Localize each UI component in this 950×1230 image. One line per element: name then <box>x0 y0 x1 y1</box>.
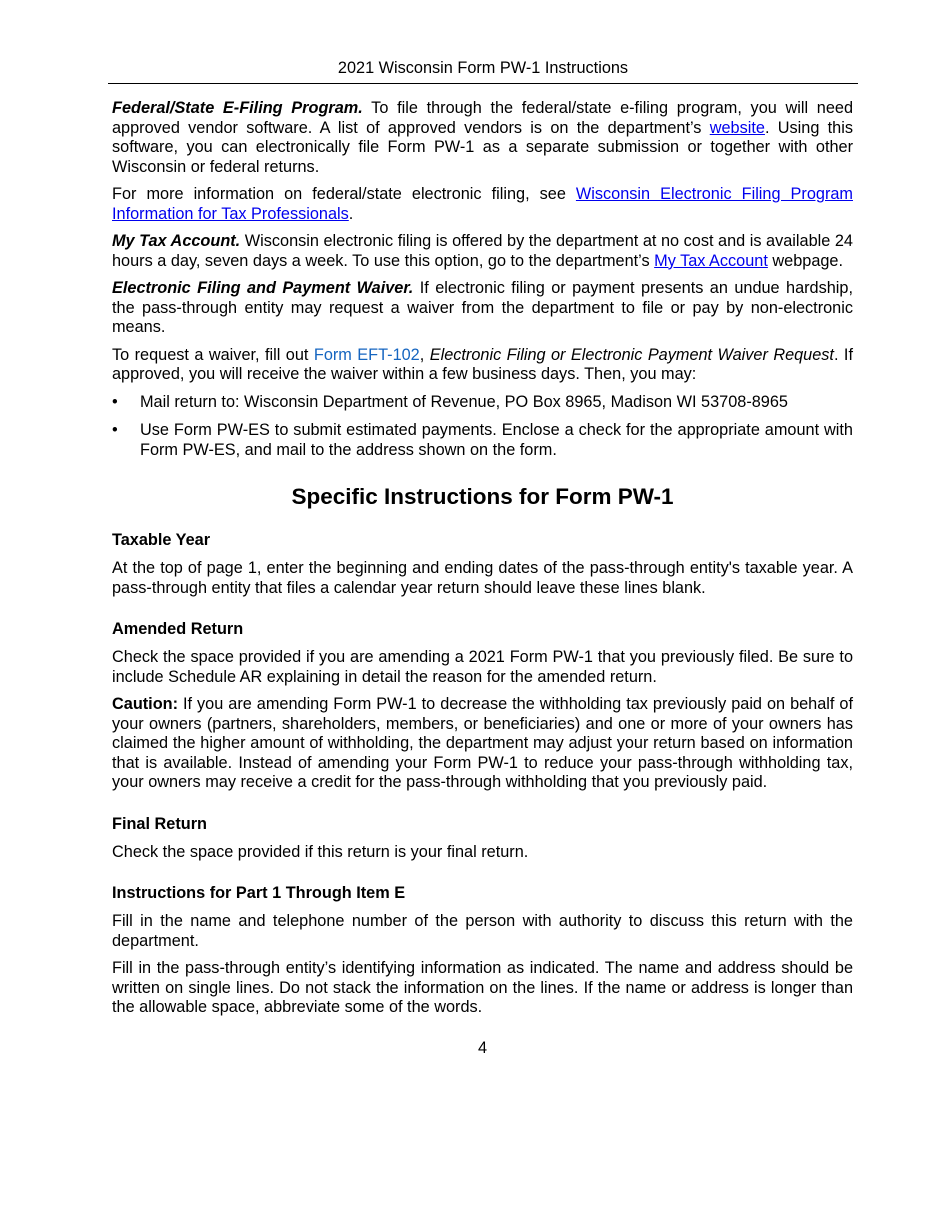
waiver-heading: Electronic Filing and Payment Waiver. <box>112 279 414 297</box>
efile-heading: Federal/State E-Filing Program. <box>112 99 363 117</box>
page-number: 4 <box>477 1038 488 1057</box>
taxable-year-heading: Taxable Year <box>112 531 211 549</box>
bullet-icon: • <box>112 421 118 439</box>
running-header: 2021 Wisconsin Form PW-1 Instructions <box>108 58 858 84</box>
my-tax-paragraph: My Tax Account. Wisconsin electronic filing is offered by the department at no cost and is available 24 hours a day, seven days a week. To use this option, go to the department’s My Tax Account webpage. <box>112 232 853 270</box>
amended-return-text: Check the space provided if you are amending a 2021 Form PW-1 that you previously filed. Be sure to include Schedule AR explaining in detail the reason for the amended return. <box>112 648 853 686</box>
part1-heading: Instructions for Part 1 Through Item E <box>112 884 406 902</box>
efile-paragraph: Federal/State E-Filing Program. To file through the federal/state e-filing program, you will need approved vendor software. A list of approved vendors is on the department’s website. Using this software, you can electronically file Form PW-1 as a separate submission or together with other Wisconsin or federal returns. <box>112 99 854 176</box>
my-tax-heading: My Tax Account. <box>112 232 241 250</box>
my-tax-account-link[interactable]: My Tax Account <box>654 251 768 270</box>
taxable-year-text: At the top of page 1, enter the beginning and ending dates of the pass-through entity's taxable year. A pass-through entity that files a calendar year return should leave these lines blank. <box>112 559 853 597</box>
final-return-section <box>112 814 853 863</box>
efiling-program-link[interactable]: Wisconsin Electronic Filing Program Information for Tax Professionals <box>112 185 853 223</box>
caution-label: Caution: <box>112 695 179 713</box>
list-item: • Mail return to: Wisconsin Department of Revenue, PO Box 8965, Madison WI 53708-8965 <box>112 392 788 411</box>
waiver-options-list <box>112 393 853 461</box>
final-return-text: Check the space provided if this return is your final return. <box>112 842 529 861</box>
website-link[interactable]: website <box>709 118 765 137</box>
amended-return-heading: Amended Return <box>112 620 244 638</box>
more-info-paragraph: For more information on federal/state electronic filing, see Wisconsin Electronic Filing Program Information for Tax Professionals. <box>112 185 853 223</box>
part1-text-2: Fill in the pass-through entity’s identifying information as indicated. The name and address should be written on single lines. Do not stack the information on the lines. If the name or address is longer than the allowable space, abbreviate some of the words. <box>112 959 853 1016</box>
document-page <box>112 58 853 1058</box>
bullet-icon: • <box>112 392 118 411</box>
caution-paragraph: Caution: If you are amending Form PW-1 to decrease the withholding tax previously paid on behalf of your owners (partners, shareholders, members, or beneficiaries) and one or more of your owners has claimed the higher amount of withholding, the department may adjust your return based on information that is available. Instead of amending your Form PW-1 to reduce your pass-through withholding tax, your owners may receive a credit for the pass-through withholding that you previously paid. <box>112 695 853 791</box>
list-item: • Use Form PW-ES to submit estimated payments. Enclose a check for the appropriate amount with Form PW-ES, and mail to the address shown on the form. <box>112 421 853 459</box>
amended-return-section <box>112 619 853 793</box>
final-return-heading: Final Return <box>112 814 207 833</box>
waiver-paragraph: Electronic Filing and Payment Waiver. If electronic filing or payment presents an undue hardship, the pass-through entity may request a waiver from the department to file or pay by non-electronic means. <box>112 279 853 336</box>
part1-text-1: Fill in the name and telephone number of the person with authority to discuss this return with the department. <box>112 912 853 950</box>
section-title: Specific Instructions for Form PW-1 <box>291 484 674 509</box>
taxable-year-section <box>112 530 853 598</box>
request-paragraph: To request a waiver, fill out Form EFT-102, Electronic Filing or Electronic Payment Waiver Request. If approved, you will receive the waiver within a few business days. Then, you may: <box>112 345 853 383</box>
form-eft-102-link[interactable]: Form EFT-102 <box>313 345 420 364</box>
part1-section <box>112 883 853 1018</box>
